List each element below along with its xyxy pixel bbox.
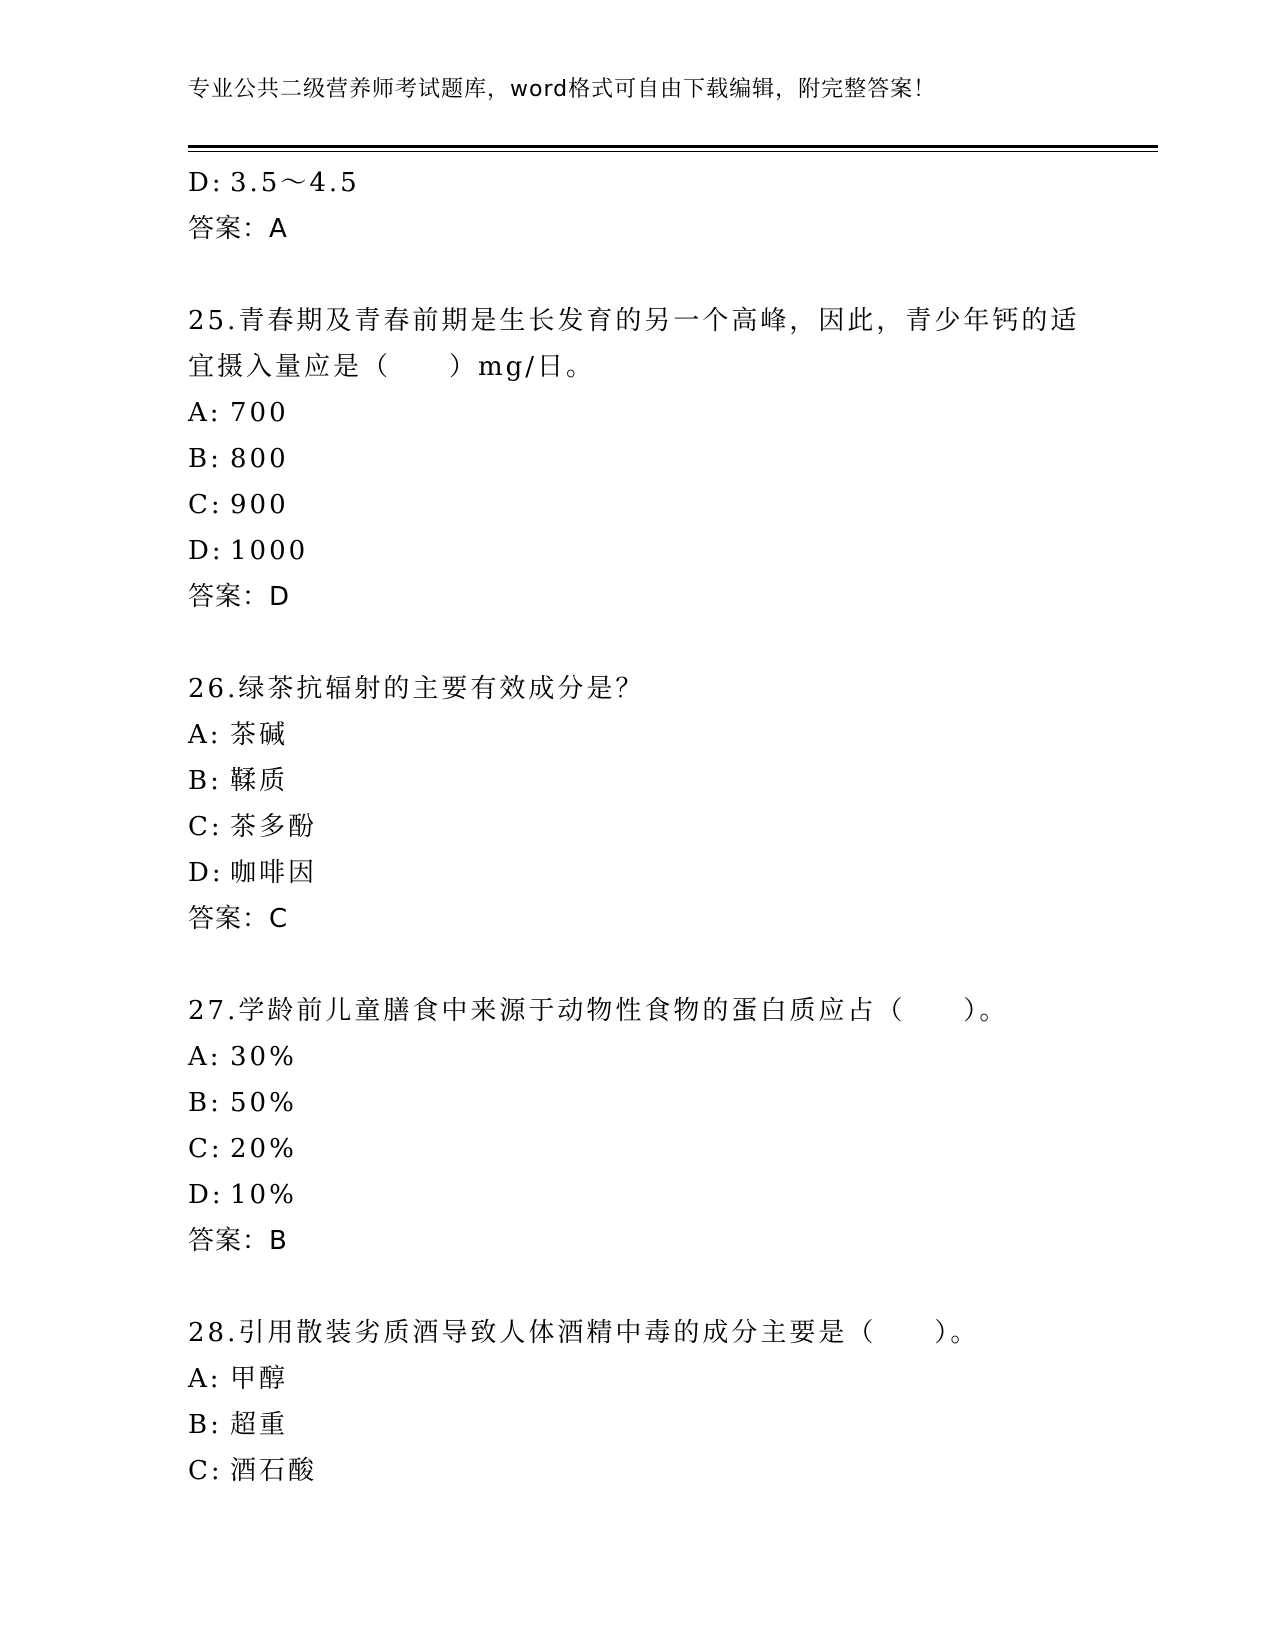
- option-label: B:: [188, 1088, 222, 1118]
- option-label: B:: [188, 1410, 222, 1440]
- option-label: C:: [188, 1134, 223, 1164]
- answer-option: [188, 1356, 1088, 1402]
- question-stem: 25.青春期及青春前期是生长发育的另一个高峰，因此，青少年钙的适: [188, 306, 1080, 336]
- answer-option: [188, 390, 1088, 436]
- option-text: 10%: [230, 1180, 297, 1210]
- question-stem: 26.绿茶抗辐射的主要有效成分是？: [188, 674, 645, 704]
- answer-key: 答案：C: [188, 904, 289, 934]
- question-block: [188, 1310, 1088, 1494]
- option-text: 茶多酚: [230, 812, 318, 842]
- option-text: 3.5～4.5: [230, 168, 360, 198]
- answer-option: [188, 1034, 1088, 1080]
- question-stem: 27.学龄前儿童膳食中来源于动物性食物的蛋白质应占（ ）。: [188, 996, 1009, 1026]
- option-text: 酒石酸: [230, 1456, 318, 1486]
- carryover-answer: 答案：A: [188, 214, 288, 244]
- answer-key: 答案：B: [188, 1226, 288, 1256]
- answer-key: 答案：D: [188, 582, 291, 612]
- answer-option: [188, 850, 1088, 896]
- header-rule-thin: [188, 151, 1158, 152]
- document-body: [188, 160, 1088, 1494]
- option-text: 1000: [230, 536, 309, 566]
- header-rule-thick: [188, 145, 1158, 148]
- answer-option: [188, 1448, 1088, 1494]
- option-text: 超重: [230, 1410, 289, 1440]
- option-label: D:: [188, 536, 224, 566]
- question-block: [188, 666, 1088, 942]
- option-label: A:: [188, 1364, 222, 1394]
- option-text: 鞣质: [230, 766, 289, 796]
- question-stem: 宜摄入量应是（ ）mg/日。: [188, 352, 596, 382]
- option-label: C:: [188, 812, 223, 842]
- page-header: 专业公共二级营养师考试题库，word格式可自由下载编辑，附完整答案！: [188, 77, 937, 102]
- option-label: A:: [188, 1042, 222, 1072]
- option-text: 甲醇: [230, 1364, 289, 1394]
- answer-option: [188, 1402, 1088, 1448]
- option-text: 700: [230, 398, 289, 428]
- answer-option: [188, 1080, 1088, 1126]
- option-label: A:: [188, 398, 222, 428]
- option-text: 咖啡因: [230, 858, 318, 888]
- option-label: C:: [188, 1456, 223, 1486]
- option-text: 800: [230, 444, 289, 474]
- option-label: D:: [188, 1180, 224, 1210]
- option-label: A:: [188, 720, 222, 750]
- answer-option: [188, 1172, 1088, 1218]
- question-block: [188, 988, 1088, 1264]
- answer-option: [188, 482, 1088, 528]
- option-label: B:: [188, 766, 222, 796]
- answer-option: [188, 758, 1088, 804]
- option-text: 900: [230, 490, 289, 520]
- option-text: 50%: [230, 1088, 297, 1118]
- answer-option: [188, 712, 1088, 758]
- question-block: [188, 298, 1088, 620]
- option-label: D:: [188, 858, 224, 888]
- answer-option: [188, 1126, 1088, 1172]
- question-list: [188, 298, 1088, 1494]
- option-text: 20%: [230, 1134, 297, 1164]
- option-label: B:: [188, 444, 222, 474]
- answer-option: [188, 804, 1088, 850]
- option-label: D:: [188, 168, 224, 198]
- option-text: 30%: [230, 1042, 297, 1072]
- question-stem: 28.引用散装劣质酒导致人体酒精中毒的成分主要是（ ）。: [188, 1318, 980, 1348]
- answer-option: [188, 528, 1088, 574]
- carryover-option: [188, 160, 1088, 206]
- answer-option: [188, 436, 1088, 482]
- option-text: 茶碱: [230, 720, 289, 750]
- option-label: C:: [188, 490, 223, 520]
